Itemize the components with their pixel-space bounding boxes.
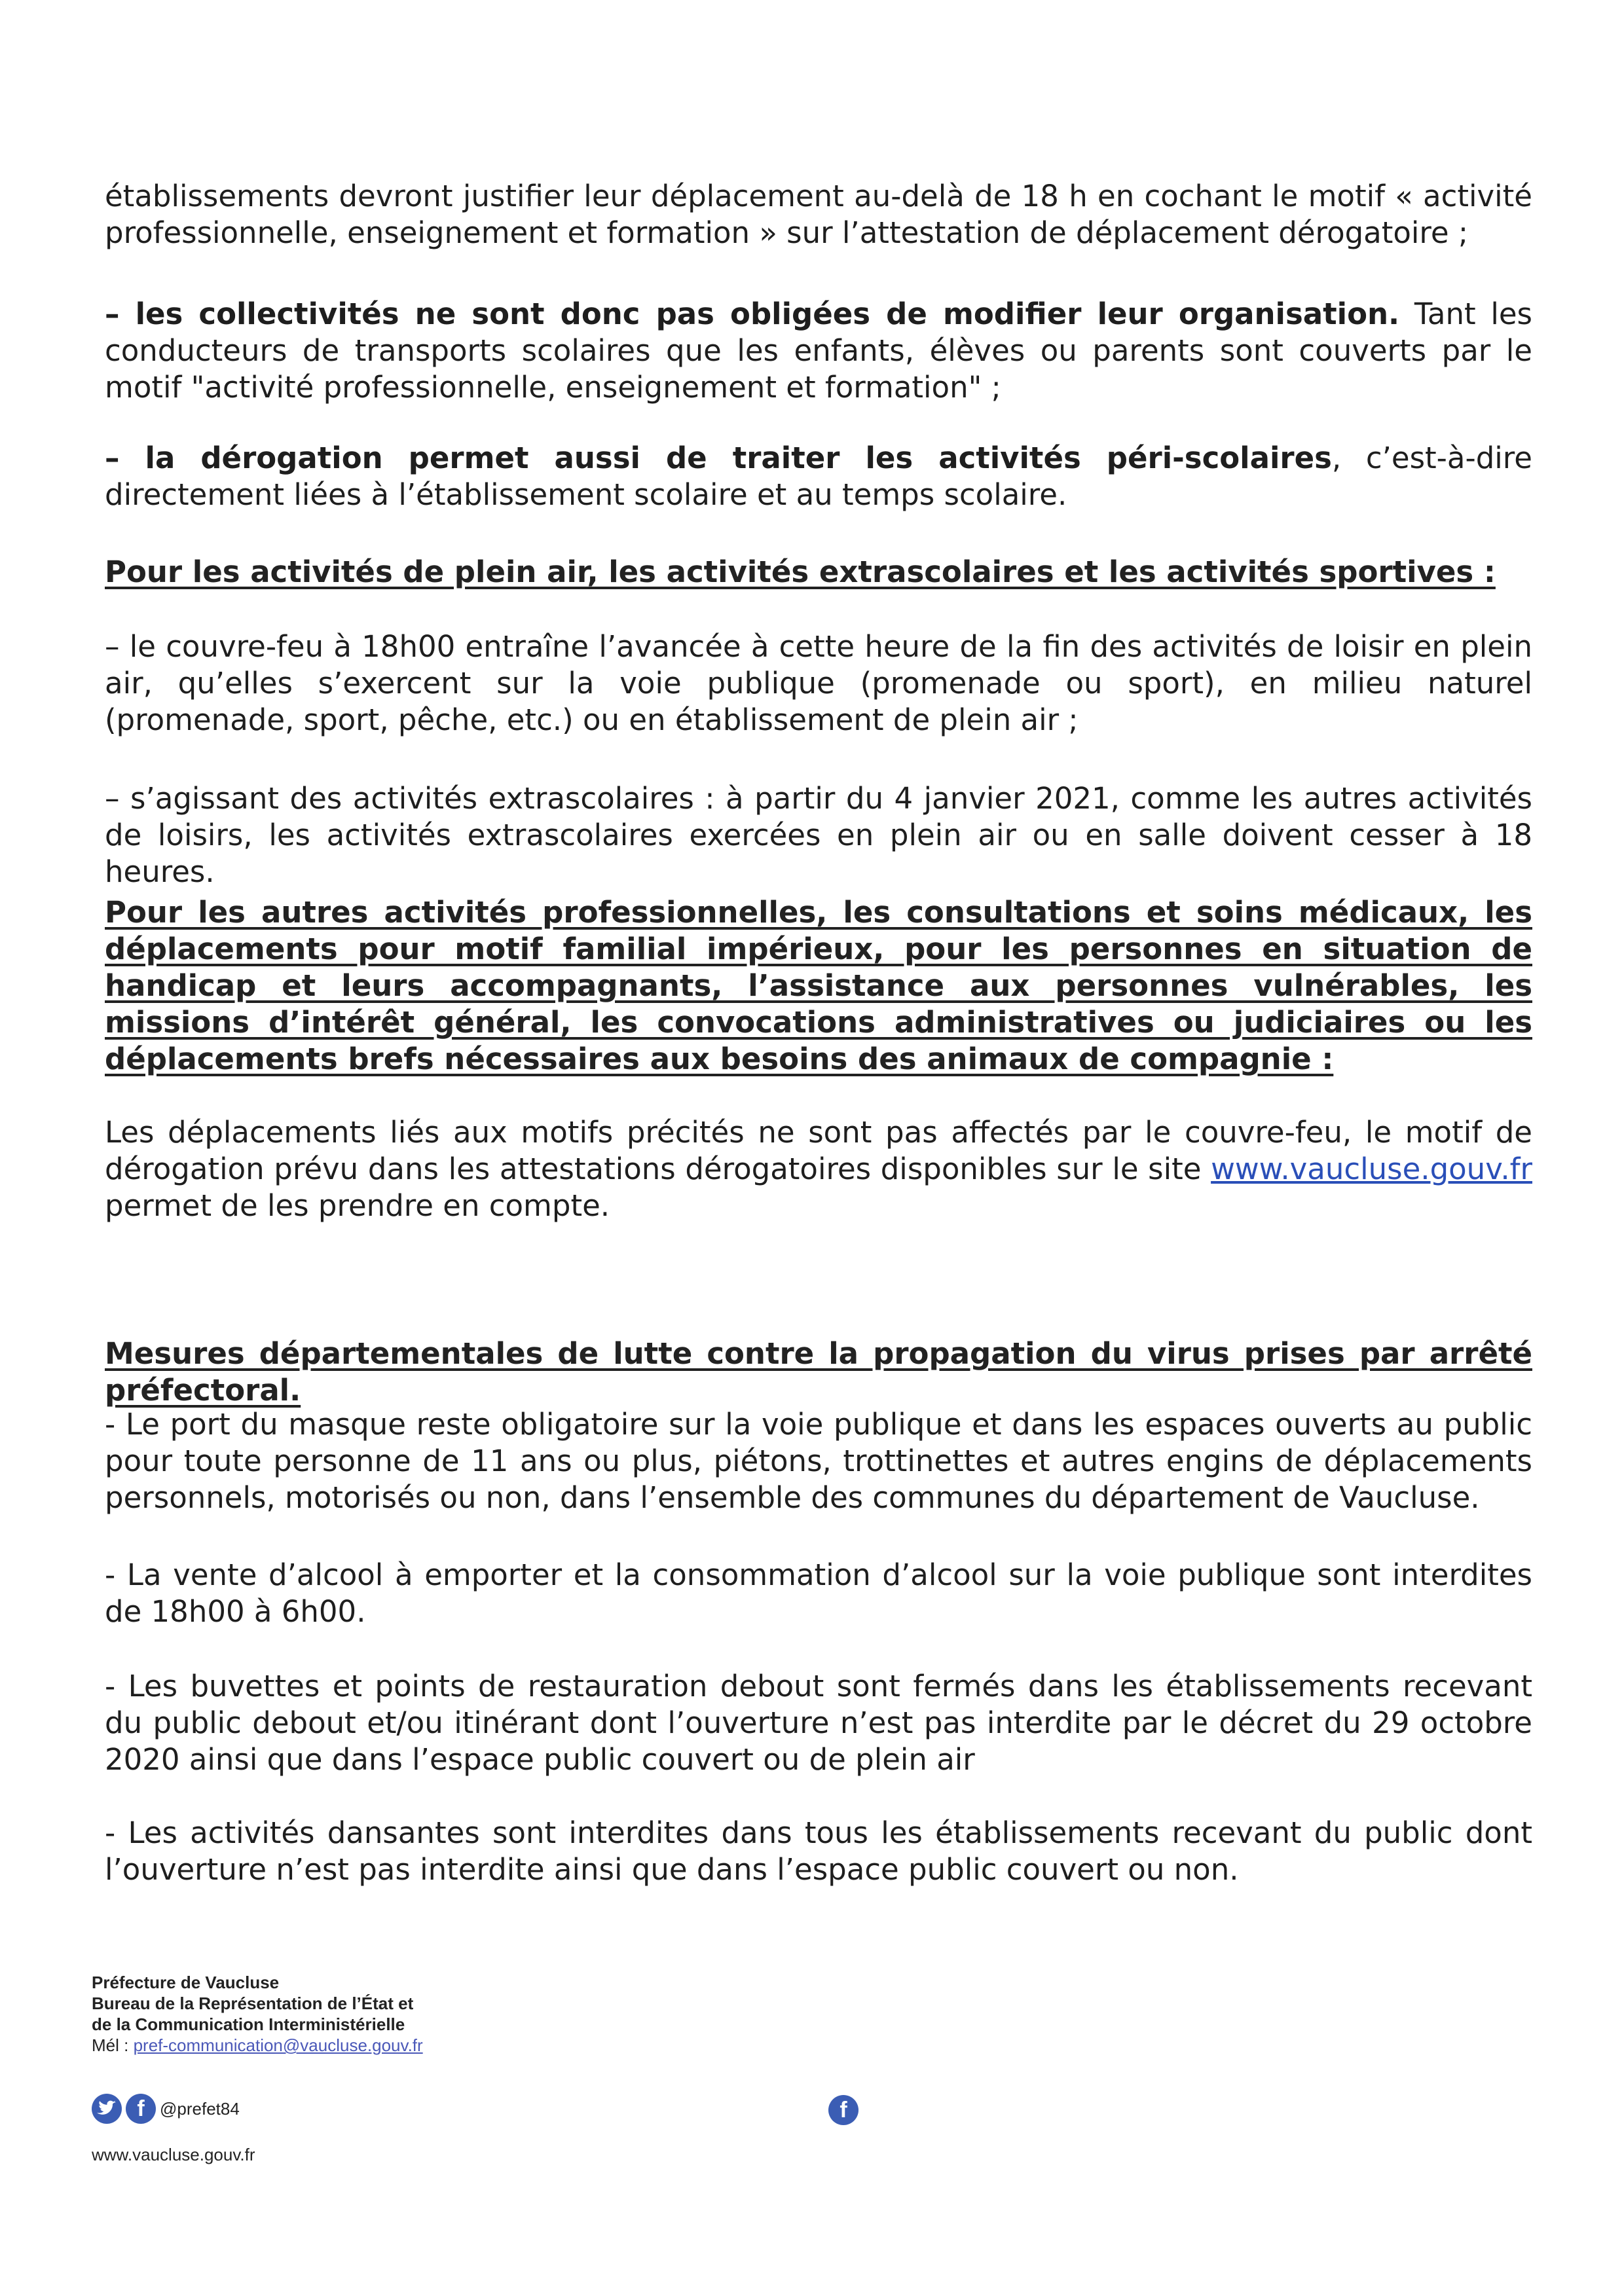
facebook-icon[interactable]: f [126, 2094, 156, 2124]
footer-org: Préfecture de Vaucluse [92, 1973, 280, 1992]
paragraph-alcool: - La vente d’alcool à emporter et la consommation d’alcool sur la voie publique sont interdites de 18h00 à 6h00. [105, 1558, 1532, 1629]
facebook-center-icon[interactable]: f [828, 2095, 858, 2125]
footer-email-link[interactable]: pref-communication@vaucluse.gouv.fr [133, 2035, 423, 2055]
paragraph-collectivites [105, 296, 1532, 406]
paragraph-activites-dansantes: - Les activités dansantes sont interdites dans tous les établissements recevant du public dont l’ouverture n’est pas interdite ainsi que dans l’espace public couvert ou non. [105, 1815, 1532, 1887]
paragraph-periscolaires [105, 440, 1532, 513]
twitter-icon[interactable] [92, 2094, 122, 2124]
footer-bureau-line1: Bureau de la Représentation de l’État et [92, 1994, 414, 2013]
heading-plein-air: Pour les activités de plein air, les activités extrascolaires et les activités sportives : [105, 555, 1496, 589]
paragraph-periscolaires-bold: – la dérogation permet aussi de traiter les activités péri-scolaires [105, 441, 1332, 475]
paragraph-attestation: établissements devront justifier leur déplacement au-delà de 18 h en cochant le motif « activité professionnelle, enseignement et formation » sur l’attestation de déplacement dérogatoire ; [105, 179, 1532, 250]
paragraph-buvettes: - Les buvettes et points de restauration debout sont fermés dans les établissements recevant du public debout et/ou itinérant dont l’ouverture n’est pas interdite par le décret du 29 octobre 2020 ainsi que dans l’espace public couvert ou de plein air [105, 1669, 1532, 1777]
paragraph-deplacements-text-a: Les déplacements liés aux motifs précités ne sont pas affectés par le couvre-feu, le motif de dérogation prévu dans les attestations dérogatoires disponibles sur le site [105, 1115, 1532, 1186]
footer-contact [92, 1972, 423, 2056]
paragraph-collectivites-bold: – les collectivités ne sont donc pas obligées de modifier leur organisation. [105, 297, 1400, 331]
footer-email-line [92, 2035, 423, 2056]
paragraph-deplacements-text-b: permet de les prendre en compte. [105, 1188, 610, 1223]
paragraph-periscolaires-text: , c’est-à-dire directement liées à l’établissement scolaire et au temps scolaire. [105, 441, 1532, 512]
heading-mesures-departementales: Mesures départementales de lutte contre la propagation du virus prises par arrêté préfectoral. [105, 1336, 1532, 1408]
social-links [92, 2094, 240, 2124]
twitter-handle: @prefet84 [160, 2098, 240, 2119]
paragraph-collectivites-text: Tant les conducteurs de transports scolaires que les enfants, élèves ou parents sont couverts par le motif "activité professionnelle, enseignement et formation" ; [105, 297, 1532, 405]
footer-bureau-line2: de la Communication Interministérielle [92, 2014, 405, 2034]
footer-website: www.vaucluse.gouv.fr [92, 2145, 255, 2164]
heading-autres-activites: Pour les autres activités professionnelles, les consultations et soins médicaux, les déplacements pour motif familial impérieux, pour les personnes en situation de handicap et leurs accompagnants, l’assistance aux personnes vulnérables, les missions d’intérêt général, les convocations administratives ou judiciaires ou les déplacements brefs nécessaires aux besoins des animaux de compagnie : [105, 895, 1532, 1076]
paragraph-masque: - Le port du masque reste obligatoire sur la voie publique et dans les espaces ouverts au public pour toute personne de 11 ans ou plus, piétons, trottinettes et autres engins de déplacements personnels, motorisés ou non, dans l’ensemble des communes du département de Vaucluse. [105, 1407, 1532, 1515]
footer-email-label: Mél : [92, 2035, 134, 2055]
paragraph-extrascolaires: – s’agissant des activités extrascolaires : à partir du 4 janvier 2021, comme les autres activités de loisirs, les activités extrascolaires exercées en plein air ou en salle doivent cesser à 18 heures. [105, 781, 1532, 889]
paragraph-couvre-feu: – le couvre-feu à 18h00 entraîne l’avancée à cette heure de la fin des activités de loisir en plein air, qu’elles s’exercent sur la voie publique (promenade ou sport), en milieu naturel (promenade, sport, pêche, etc.) ou en établissement de plein air ; [105, 629, 1532, 737]
paragraph-deplacements [105, 1114, 1532, 1224]
vaucluse-site-link[interactable]: www.vaucluse.gouv.fr [1211, 1152, 1532, 1186]
